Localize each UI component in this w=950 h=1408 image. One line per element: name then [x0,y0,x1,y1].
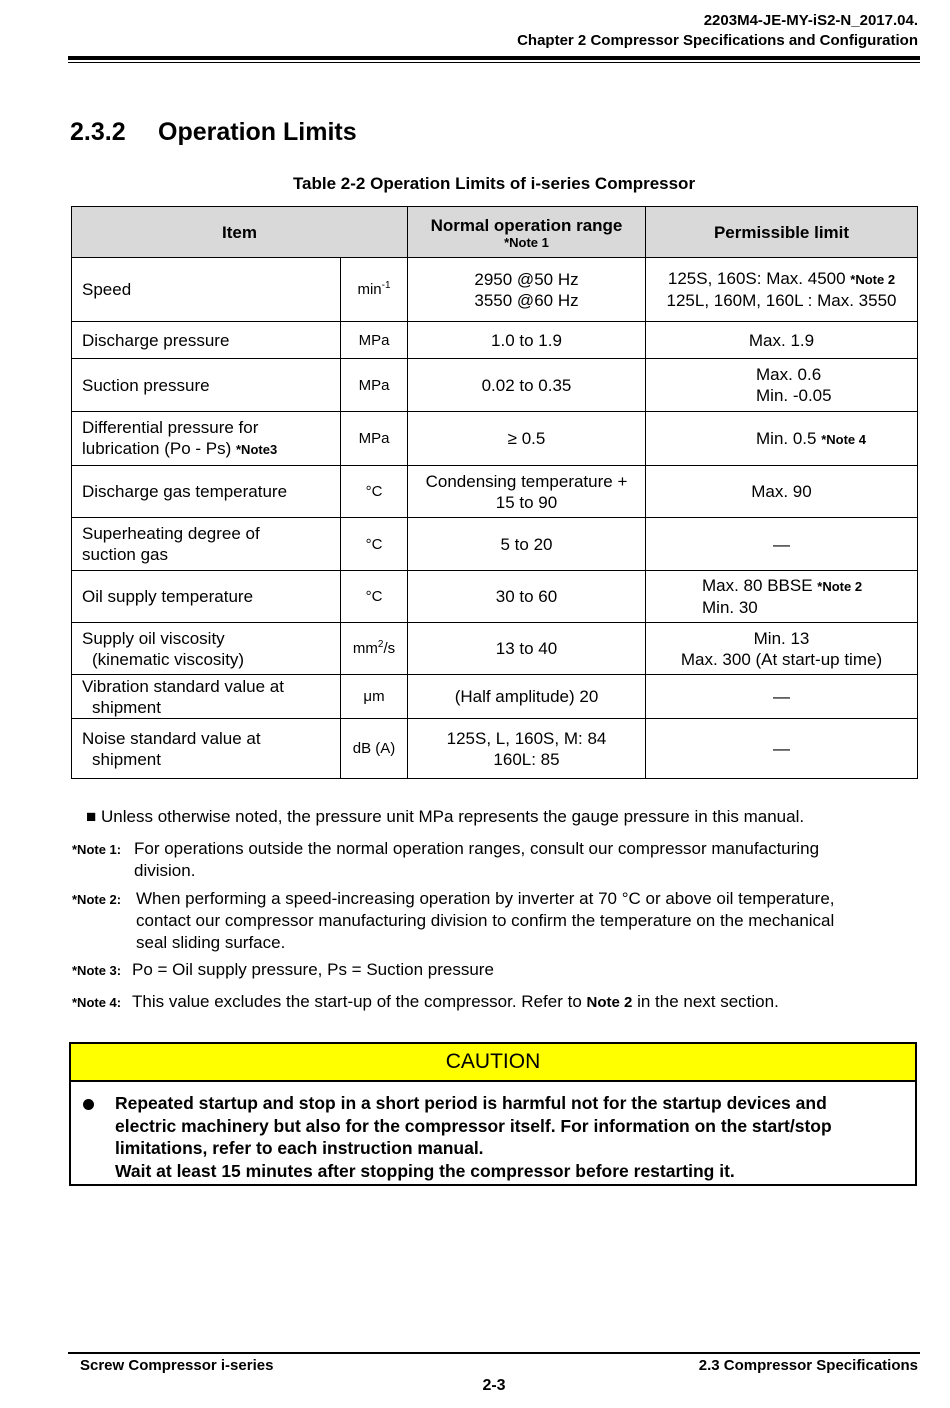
square-bullet-icon: ■ [86,807,97,826]
note-ref: *Note 2 [817,579,863,594]
table-row [72,623,918,675]
cell-unit: MPa [341,412,408,466]
cell-item: Vibration standard value at shipment [72,675,341,719]
cell-permissible-limit: Max. 1.9 [646,322,918,359]
cell-normal-range: 13 to 40 [408,623,646,675]
pressure-unit-remark: ■ Unless otherwise noted, the pressure unit MPa represents the gauge pressure in this manual. [86,807,805,826]
note-1: *Note 1: For operations outside the normal operation ranges, consult our compressor manufacturing division. [72,839,820,880]
table-row [72,466,918,518]
header-rule-thin [68,62,920,63]
table-row [72,359,918,412]
cell-permissible-limit: Max. 0.6 Min. -0.05 [646,359,918,412]
note-label: *Note 1: [72,842,122,857]
note-ref: *Note 2 [850,272,896,287]
cell-unit: dB (A) [341,719,408,779]
cell-permissible-limit: Min. 13 Max. 300 (At start-up time) [646,623,918,675]
cell-permissible-limit: — [646,518,918,571]
cell-item: Noise standard value at shipment [72,719,341,779]
header-normal-range: Normal operation range *Note 1 [408,207,646,258]
footer-rule [68,1352,920,1354]
cell-unit: μm [341,675,408,719]
table-row [72,518,918,571]
note-2: *Note 2: When performing a speed-increasing operation by inverter at 70 °C or above oil temperature, contact our compressor manufacturing division to confirm the temperature on the mechanical seal sliding surface. [72,889,835,952]
cell-normal-range: 125S, L, 160S, M: 84 160L: 85 [408,719,646,779]
cell-normal-range: ≥ 0.5 [408,412,646,466]
cell-permissible-limit: 125S, 160S: Max. 4500 *Note 2 125L, 160M, 160L : Max. 3550 [646,258,918,322]
operation-limits-table [71,206,918,779]
table-row [72,571,918,623]
caution-box [69,1042,917,1186]
cell-normal-range: Condensing temperature + 15 to 90 [408,466,646,518]
cell-unit: $mm^2/s$ [341,623,408,675]
cell-permissible-limit: — [646,719,918,779]
header-rule [68,56,920,60]
header-permissible-limit: Permissible limit [646,207,918,258]
table-row [72,675,918,719]
chapter-title: Chapter 2 Compressor Specifications and Configuration [517,32,918,49]
cell-unit: MPa [341,322,408,359]
cell-normal-range: 1.0 to 1.9 [408,322,646,359]
table-row [72,719,918,779]
note-ref: Note 2 [586,994,633,1011]
cell-item: Supply oil viscosity (kinematic viscosity) [72,623,341,675]
cell-unit: °C [341,571,408,623]
note-3: *Note 3: Po = Oil supply pressure, Ps = Suction pressure [72,960,494,979]
note-ref: *Note 4 [821,431,866,447]
note-label: *Note 2: [72,892,122,907]
cell-unit: MPa [341,359,408,412]
cell-item: Differential pressure for lubrication (Po - Ps) *Note3 [72,412,341,466]
cell-item: Suction pressure [72,359,341,412]
page-number: 2-3 [482,1377,506,1394]
cell-permissible-limit: Max. 80 BBSE *Note 2 Min. 30 [646,571,918,623]
cell-normal-range: 0.02 to 0.35 [408,359,646,412]
cell-permissible-limit: Max. 90 [646,466,918,518]
footer-product: Screw Compressor i-series [80,1357,274,1374]
section-number: 2.3.2 [70,118,126,146]
table-row [72,258,918,322]
cell-unit: °C [341,518,408,571]
bullet-dot-icon [83,1099,94,1110]
header-note-ref: *Note 1 [504,234,549,250]
caution-text: Repeated startup and stop in a short period is harmful not for the startup devices and electric machinery but also for the compressor itself. For information on the start/stop limitations, refer to each instruction manual. Wait at least 15 minutes after stopping the compressor before restarting it. [71,1082,915,1182]
note-ref: *Note3 [236,442,278,457]
table-header-row [72,207,918,258]
cell-item: Discharge gas temperature [72,466,341,518]
cell-normal-range: 30 to 60 [408,571,646,623]
section-name: Operation Limits [158,118,357,146]
cell-permissible-limit: — [646,675,918,719]
table-row [72,322,918,359]
cell-normal-range: (Half amplitude) 20 [408,675,646,719]
note-label: *Note 3: [72,963,122,978]
cell-item: Oil supply temperature [72,571,341,623]
section-title [70,118,357,147]
caution-title: CAUTION [71,1044,915,1082]
cell-normal-range: 2950 @50 Hz 3550 @60 Hz [408,258,646,322]
table-title: Table 2-2 Operation Limits of i-series Compressor [292,174,696,193]
cell-item: Discharge pressure [72,322,341,359]
cell-unit: $\min^{-1}$ [341,258,408,322]
table-row [72,412,918,466]
note-4: *Note 4: This value excludes the start-up of the compressor. Refer to Note 2 in the next section. [72,992,779,1011]
footer-section: 2.3 Compressor Specifications [698,1357,918,1374]
cell-item: Superheating degree of suction gas [72,518,341,571]
header-item: Item [72,207,408,258]
cell-item: Speed [72,258,341,322]
cell-permissible-limit: Min. 0.5 *Note 4 [646,412,918,466]
note-label: *Note 4: [72,995,122,1010]
cell-normal-range: 5 to 20 [408,518,646,571]
cell-unit: °C [341,466,408,518]
document-id: 2203M4-JE-MY-iS2-N_2017.04. [703,12,918,29]
